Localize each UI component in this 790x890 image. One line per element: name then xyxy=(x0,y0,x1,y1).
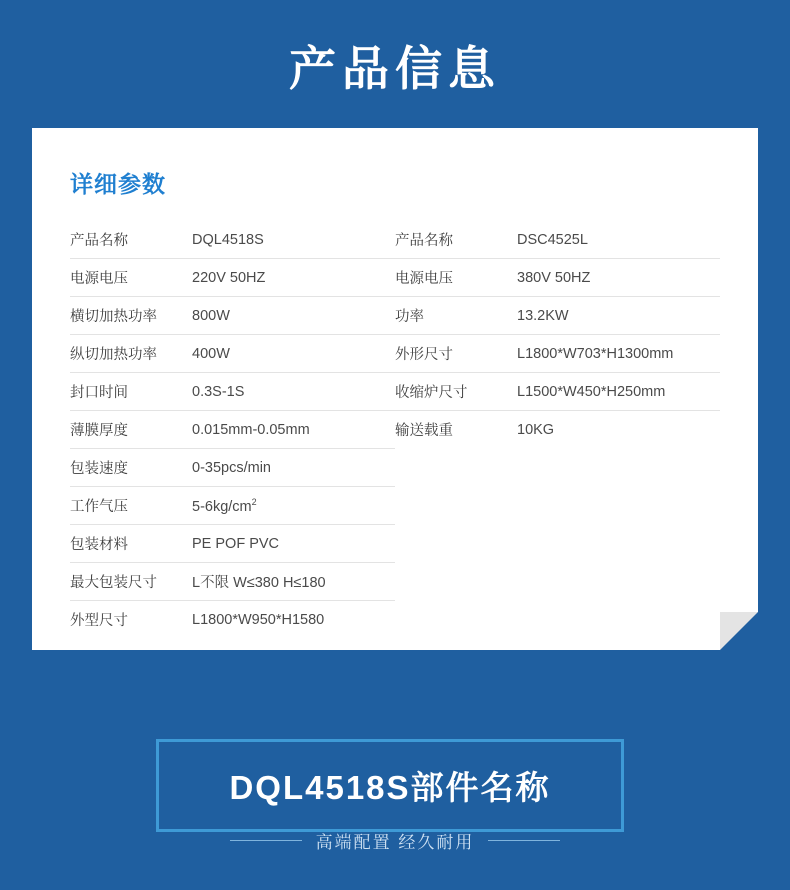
spec-value: 380V 50HZ xyxy=(517,269,591,286)
bottom-banner xyxy=(0,676,790,890)
table-row xyxy=(395,335,720,373)
spec-value: DQL4518S xyxy=(192,231,264,248)
spec-value: 400W xyxy=(192,345,230,362)
page-title: 产品信息 xyxy=(289,41,501,95)
page-header xyxy=(0,0,790,130)
table-row xyxy=(70,601,395,638)
spec-key: 横切加热功率 xyxy=(70,309,157,325)
table-row xyxy=(70,259,395,297)
part-name-title: DQL4518S部件名称 xyxy=(229,769,551,806)
spec-value: 220V 50HZ xyxy=(192,269,266,286)
table-row xyxy=(70,373,395,411)
spec-key: 纵切加热功率 xyxy=(70,347,157,363)
spec-key: 最大包装尺寸 xyxy=(70,575,157,591)
spec-value: L1500*W450*H250mm xyxy=(517,383,666,400)
table-row xyxy=(395,411,720,448)
spec-value: L1800*W703*H1300mm xyxy=(517,345,674,362)
spec-value: 0.015mm-0.05mm xyxy=(192,421,310,438)
spec-key: 功率 xyxy=(395,309,424,325)
table-row xyxy=(395,259,720,297)
table-row xyxy=(70,563,395,601)
spec-key: 外型尺寸 xyxy=(70,613,128,629)
spec-key: 电源电压 xyxy=(395,271,453,287)
spec-value-text: 5-6kg/cm xyxy=(192,498,252,515)
divider-left xyxy=(230,840,302,841)
spec-value: 10KG xyxy=(517,421,555,438)
part-name-title-box xyxy=(156,739,624,832)
spec-key: 收缩炉尺寸 xyxy=(395,385,468,401)
table-row xyxy=(70,297,395,335)
table-row xyxy=(395,373,720,411)
spec-value: 0.3S-1S xyxy=(192,383,245,400)
spec-key: 薄膜厚度 xyxy=(70,423,128,439)
section-title: 详细参数 xyxy=(70,171,166,197)
spec-key: 外形尺寸 xyxy=(395,347,453,363)
spec-key: 包装速度 xyxy=(70,461,128,477)
spec-key: 产品名称 xyxy=(70,233,128,249)
spec-value xyxy=(192,497,257,515)
spec-value: 13.2KW xyxy=(517,307,569,324)
spec-value: PE POF PVC xyxy=(192,535,280,552)
table-row xyxy=(70,525,395,563)
table-row xyxy=(70,449,395,487)
subtitle-text: 高端配置 经久耐用 xyxy=(315,833,475,852)
table-row xyxy=(395,221,720,259)
spec-value: L1800*W950*H1580 xyxy=(192,611,325,628)
spec-key: 封口时间 xyxy=(70,385,128,401)
spec-column-right xyxy=(395,221,720,638)
spec-key: 输送载重 xyxy=(395,423,453,439)
divider-right xyxy=(488,840,560,841)
spec-key: 工作气压 xyxy=(70,499,128,515)
spec-card xyxy=(32,128,758,650)
spec-key: 包装材料 xyxy=(70,537,128,553)
spec-value-superscript: 2 xyxy=(251,496,257,507)
spec-value: 0-35pcs/min xyxy=(192,459,271,476)
spec-value: L不限 W≤380 H≤180 xyxy=(192,575,326,591)
spec-key: 产品名称 xyxy=(395,233,453,249)
spec-value: DSC4525L xyxy=(517,231,588,248)
spec-column-left xyxy=(70,221,395,638)
table-row xyxy=(70,487,395,525)
spec-table xyxy=(70,221,720,638)
spec-value: 800W xyxy=(192,307,230,324)
subtitle-row xyxy=(0,828,790,853)
table-row xyxy=(70,411,395,449)
table-row xyxy=(70,221,395,259)
table-row xyxy=(395,297,720,335)
table-row xyxy=(70,335,395,373)
spec-key: 电源电压 xyxy=(70,271,128,287)
